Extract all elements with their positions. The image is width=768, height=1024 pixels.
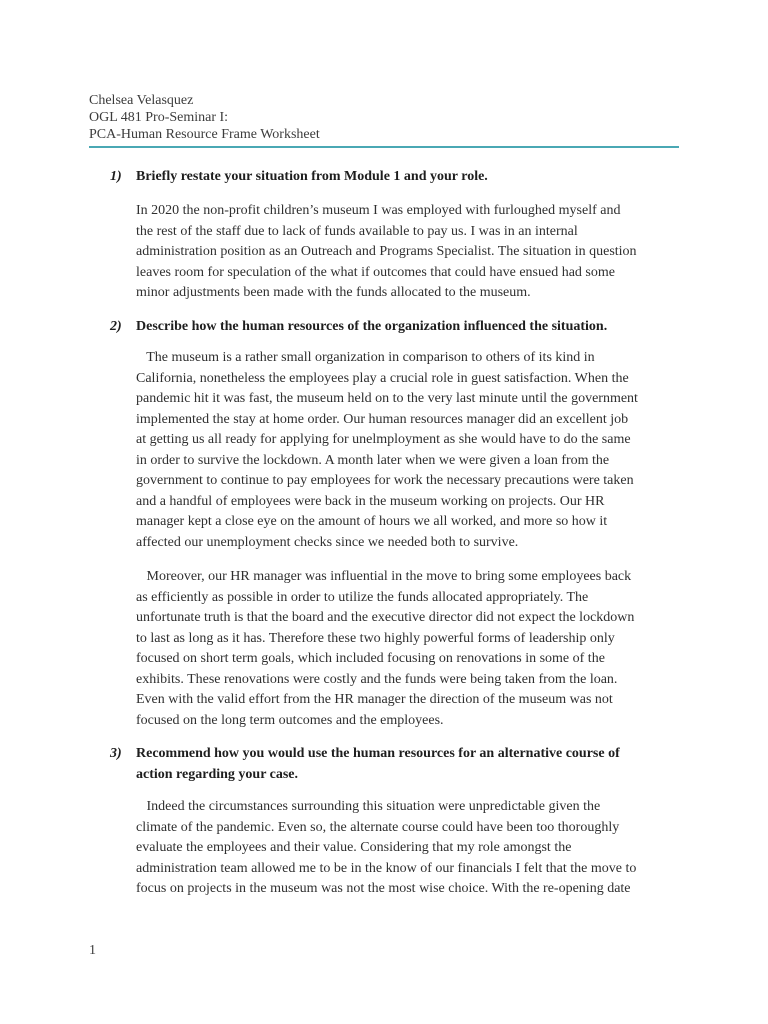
paragraph-line: Moreover, our HR manager was influential in the move to bring some employees back xyxy=(136,569,632,584)
paragraph-line: minor adjustments been made with the funds allocated to the museum. xyxy=(136,285,531,300)
document-header xyxy=(89,92,320,143)
question-number: 3) xyxy=(110,746,122,761)
paragraph-line: to last as long as it has. Therefore these two highly powerful forms of leadership only xyxy=(136,630,615,646)
paragraph-line: administration team allowed me to be in the know of our financials I felt that the move to xyxy=(136,860,637,876)
paragraph-line: implemented the stay at home order. Our human resources manager did an excellent job xyxy=(136,411,629,427)
paragraph-line: exhibits. These renovations were costly and the funds were being taken from the loan. xyxy=(136,671,618,687)
paragraph-line: government to continue to pay employees for work the necessary precautions were taken xyxy=(136,473,634,488)
answer-paragraph-3 xyxy=(136,567,678,731)
question-text: Briefly restate your situation from Module 1 and your role. xyxy=(136,169,488,184)
paragraph-line: leaves room for speculation of the what if outcomes that could have ensued had some xyxy=(136,264,615,280)
paragraph-line: Indeed the circumstances surrounding this situation were unpredictable given the xyxy=(136,799,601,814)
paragraph-line: focus on projects in the museum was not the most wise choice. With the re-opening date xyxy=(136,881,631,896)
paragraph-line: administration position as an Outreach and Programs Specialist. The situation in question xyxy=(136,244,637,259)
question-3 xyxy=(110,743,656,785)
paragraph-line: The museum is a rather small organization in comparison to others of its kind in xyxy=(136,350,595,365)
paragraph-line: California, nonetheless the employees play a crucial role in guest satisfaction. When the xyxy=(136,370,629,386)
paragraph-line: the rest of the staff due to lack of funds available to pay us. I was in an internal xyxy=(136,223,578,239)
paragraph-line: In 2020 the non-profit children’s museum I was employed with furloughed myself and xyxy=(136,203,621,218)
paragraph-line: focused on short term goals, which included focusing on renovations in some of the xyxy=(136,651,605,666)
paragraph-line: focused on the long term outcomes and the employees. xyxy=(136,712,444,728)
question-text: Recommend how you would use the human resources for an alternative course of action regarding your case. xyxy=(136,746,620,782)
paragraph-line: in order to survive the lockdown. A month later when we were given a loan from the xyxy=(136,452,610,468)
answer-paragraph-2 xyxy=(136,348,678,553)
paragraph-line: Even with the valid effort from the HR manager the direction of the museum was not xyxy=(136,692,613,707)
answer-paragraph-1 xyxy=(136,201,678,304)
paragraph-line: at getting us all ready for applying for unelmployment as she would have to do the same xyxy=(136,432,631,447)
paragraph-line: climate of the pandemic. Even so, the alternate course could have been too thoroughly xyxy=(136,819,620,835)
page-number: 1 xyxy=(89,943,96,958)
course-name: OGL 481 Pro-Seminar I: xyxy=(89,110,229,125)
paragraph-line: evaluate the employees and their value. Considering that my role amongst the xyxy=(136,840,572,855)
answer-paragraph-4 xyxy=(136,797,678,900)
question-1 xyxy=(110,166,656,187)
paragraph-line: and a handful of employees were back in the museum working on projects. Our HR xyxy=(136,493,605,509)
paragraph-line: pandemic hit it was fast, the museum held on to the very last minute until the government xyxy=(136,391,638,406)
paragraph-line: as efficiently as possible in order to utilize the funds allocated appropriately. The xyxy=(136,589,589,605)
question-2 xyxy=(110,316,656,337)
question-text: Describe how the human resources of the organization influenced the situation. xyxy=(136,319,608,334)
paragraph-line: manager kept a close eye on the amount of hours we all worked, and more so how it xyxy=(136,514,608,529)
question-number: 1) xyxy=(110,169,122,184)
author-name: Chelsea Velasquez xyxy=(89,93,194,108)
header-rule xyxy=(89,146,679,148)
paragraph-line: unfortunate truth is that the board and the executive director did not expect the lockdown xyxy=(136,610,635,625)
question-number: 2) xyxy=(110,319,122,334)
document-title: PCA-Human Resource Frame Worksheet xyxy=(89,127,320,142)
paragraph-line: affected our unemployment checks since we needed both to survive. xyxy=(136,534,519,550)
